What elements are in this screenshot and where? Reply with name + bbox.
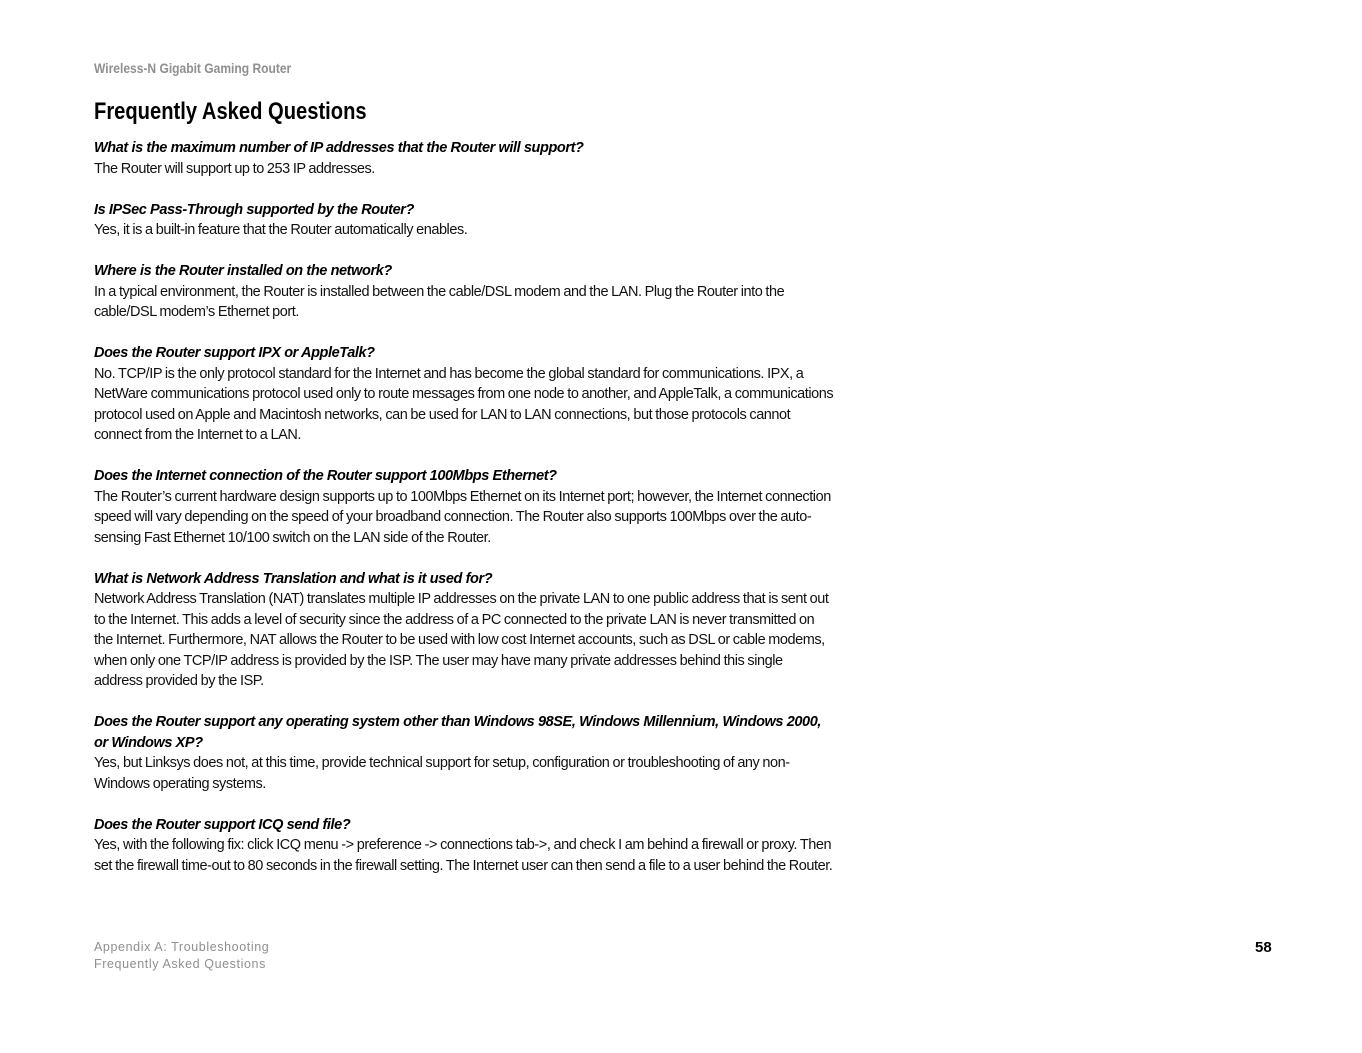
document-header-title: Wireless-N Gigabit Gaming Router [94,60,292,76]
faq-item [94,261,834,323]
faq-question: Does the Router support IPX or AppleTalk? [94,345,375,361]
faq-answer: The Router will support up to 253 IP addresses. [94,160,375,177]
faq-question: Does the Internet connection of the Router support 100Mbps Ethernet? [94,468,557,484]
faq-answer: Yes, with the following fix: click ICQ menu -> preference -> connections tab->, and check I am behind a firewall or proxy. Then set the firewall time-out to 80 seconds in the firewall setting. The Internet user can then send a file to a user behind the Router. [94,837,833,874]
faq-question: What is the maximum number of IP addresses that the Router will support? [94,140,584,156]
page-number: 58 [1255,939,1272,956]
faq-question: Does the Router support ICQ send file? [94,816,351,833]
faq-item [94,466,834,548]
faq-question: What is Network Address Translation and what is it used for? [94,570,493,587]
faq-question: Where is the Router installed on the network? [94,263,392,279]
faq-question: Does the Router support any operating system other than Windows 98SE, Windows Millennium, Windows 2000, or Windows XP? [94,714,822,751]
faq-answer: No. TCP/IP is the only protocol standard for the Internet and has become the global standard for communications. IPX, a NetWare communications protocol used only to route messages from one node to another, and AppleTalk, a communications protocol used on Apple and Macintosh networks, can be used for LAN to LAN connections, but those protocols cannot connect from the Internet to a LAN. [94,365,834,443]
footer-section: Appendix A: Troubleshooting [94,940,270,954]
faq-question: Is IPSec Pass-Through supported by the Router? [94,201,414,218]
faq-item [94,712,834,794]
footer-subsection: Frequently Asked Questions [94,957,266,971]
faq-item [94,815,834,877]
faq-item [94,343,834,446]
page-title: Frequently Asked Questions [94,98,367,125]
faq-list [94,138,834,897]
faq-answer: In a typical environment, the Router is installed between the cable/DSL modem and the LAN. Plug the Router into the cable/DSL modem’s Ethernet port. [94,283,785,320]
faq-answer: Yes, it is a built-in feature that the Router automatically enables. [94,222,468,238]
faq-answer: The Router’s current hardware design supports up to 100Mbps Ethernet on its Internet port; however, the Internet connection speed will vary depending on the speed of your broadband connection. The Router also supports 100Mbps over the auto-sensing Fast Ethernet 10/100 switch on the LAN side of the Router. [94,488,831,546]
document-footer [94,939,269,973]
faq-item [94,138,834,179]
faq-answer: Network Address Translation (NAT) translates multiple IP addresses on the private LAN to one public address that is sent out to the Internet. This adds a level of security since the address of a PC connected to the private LAN is never transmitted on the Internet. Furthermore, NAT allows the Router to be used with low cost Internet accounts, such as DSL or cable modems, when only one TCP/IP address is provided by the ISP. The user may have many private addresses behind this single address provided by the ISP. [94,591,829,689]
faq-item [94,200,834,241]
faq-answer: Yes, but Linksys does not, at this time, provide technical support for setup, configuration or troubleshooting of any non-Windows operating systems. [94,755,790,792]
faq-item [94,569,834,692]
